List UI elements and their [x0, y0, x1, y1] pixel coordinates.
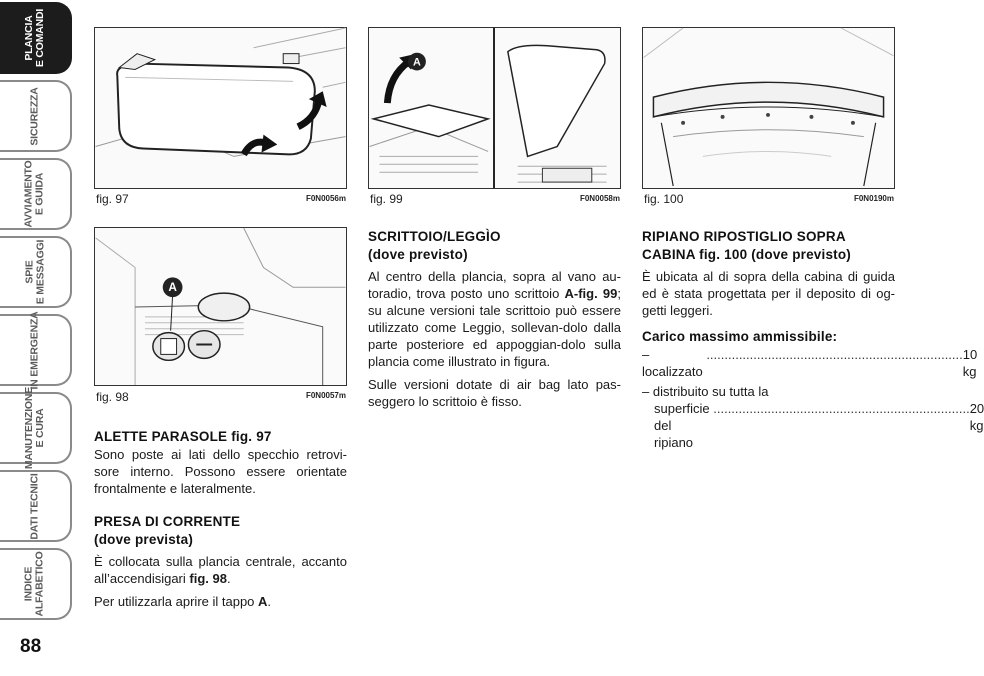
- figure-caption: fig. 97: [96, 192, 129, 206]
- tab-label: DATI TECNICI: [28, 472, 41, 540]
- section-heading-scrittoio: SCRITTOIO/LEGGÌO: [368, 229, 501, 244]
- load-row-localizzato: – localizzato ....................................................................... 10 kg: [642, 347, 978, 379]
- section-heading-presa: PRESA DI CORRENTE: [94, 514, 241, 529]
- section-heading-ripiano: RIPIANO RIPOSTIGLIO SOPRA CABINA fig. 100 (dove previsto): [642, 229, 852, 262]
- figure-98-power-socket: [94, 227, 347, 386]
- figure-caption: fig. 98: [96, 390, 129, 404]
- tab-label: MANUTENZIONE E CURA: [23, 386, 46, 470]
- paragraph-presa-1: È collocata sulla plancia centrale, accanto all’accendisigari fig. 98.: [94, 554, 347, 586]
- section-subheading-presa: (dove prevista): [94, 532, 194, 547]
- load-heading: Carico massimo ammissibile:: [642, 329, 838, 344]
- tab-manutenzione-e-cura[interactable]: [0, 386, 72, 470]
- page-number: 88: [20, 636, 42, 657]
- figure-caption: fig. 100: [644, 192, 684, 206]
- chapter-tabs: [0, 0, 76, 640]
- tab-label: IN EMERGENZA: [28, 310, 41, 390]
- tab-indice-alfabetico[interactable]: [0, 548, 72, 620]
- sun-visor-illustration: [95, 28, 346, 188]
- marker-a: A: [168, 280, 177, 295]
- figure-code: F0N0058m: [579, 194, 620, 203]
- figure-code: F0N0056m: [305, 194, 346, 203]
- tab-label: PLANCIA E COMANDI: [22, 8, 46, 68]
- section-heading-alette: ALETTE PARASOLE fig. 97: [94, 429, 272, 444]
- tab-sicurezza[interactable]: [0, 80, 72, 152]
- figure-97-sun-visor: [94, 27, 347, 189]
- figure-99-writing-desk: [368, 27, 621, 189]
- figure-caption: fig. 99: [370, 192, 403, 206]
- paragraph-scrittoio-1: Al centro della plancia, sopra al vano au-toradio, trova posto uno scrittoio A-fig. 99; su alcune versioni tale scrittoio può essere utilizzato come Leggio, sollevan-dolo dalla parte posteriore ed appoggian-dolo sulla plancia come illustrato in figura.: [368, 269, 621, 369]
- paragraph-alette: Sono poste ai lati dello specchio retrovi-sore interno. Possono essere orientate frontalmente e lateralmente.: [94, 447, 347, 496]
- column-middle-text: [368, 228, 621, 410]
- tab-label: INDICE ALFABETICO: [23, 551, 46, 617]
- paragraph-scrittoio-2: Sulle versioni dotate di air bag lato pas-seggero lo scrittoio è fisso.: [368, 377, 621, 409]
- figure-code: F0N0057m: [305, 391, 346, 400]
- tab-spie-e-messaggi[interactable]: [0, 236, 72, 308]
- load-row-distribuito-1: – distribuito su tutta la: [642, 384, 769, 399]
- load-row-distribuito-2: superficie del ripiano ....................................................................... 20 kg: [654, 401, 984, 450]
- tab-label: AVVIAMENTO E GUIDA: [22, 160, 46, 228]
- tab-dati-tecnici[interactable]: [0, 470, 72, 542]
- figure-100-overhead-shelf: [642, 27, 895, 189]
- tab-in-emergenza[interactable]: [0, 310, 72, 390]
- column-right-text: [642, 228, 984, 451]
- tab-plancia-e-comandi[interactable]: [0, 2, 72, 74]
- power-socket-illustration: [95, 228, 346, 385]
- marker-a: A: [413, 56, 421, 69]
- writing-desk-illustration: [369, 28, 620, 188]
- paragraph-ripiano: È ubicata al di sopra della cabina di guida ed è stata progettata per il deposito di og-getti leggeri.: [642, 269, 895, 318]
- paragraph-presa-2: Per utilizzarla aprire il tappo A.: [94, 594, 272, 609]
- column-left-text: [94, 428, 347, 610]
- section-subheading-scrittoio: (dove previsto): [368, 247, 468, 262]
- tab-label: SICUREZZA: [28, 86, 41, 146]
- overhead-shelf-illustration: [643, 28, 894, 188]
- tab-label: SPIE E MESSAGGI: [22, 239, 46, 305]
- tab-avviamento-e-guida[interactable]: [0, 158, 72, 230]
- figure-code: F0N0190m: [853, 194, 894, 203]
